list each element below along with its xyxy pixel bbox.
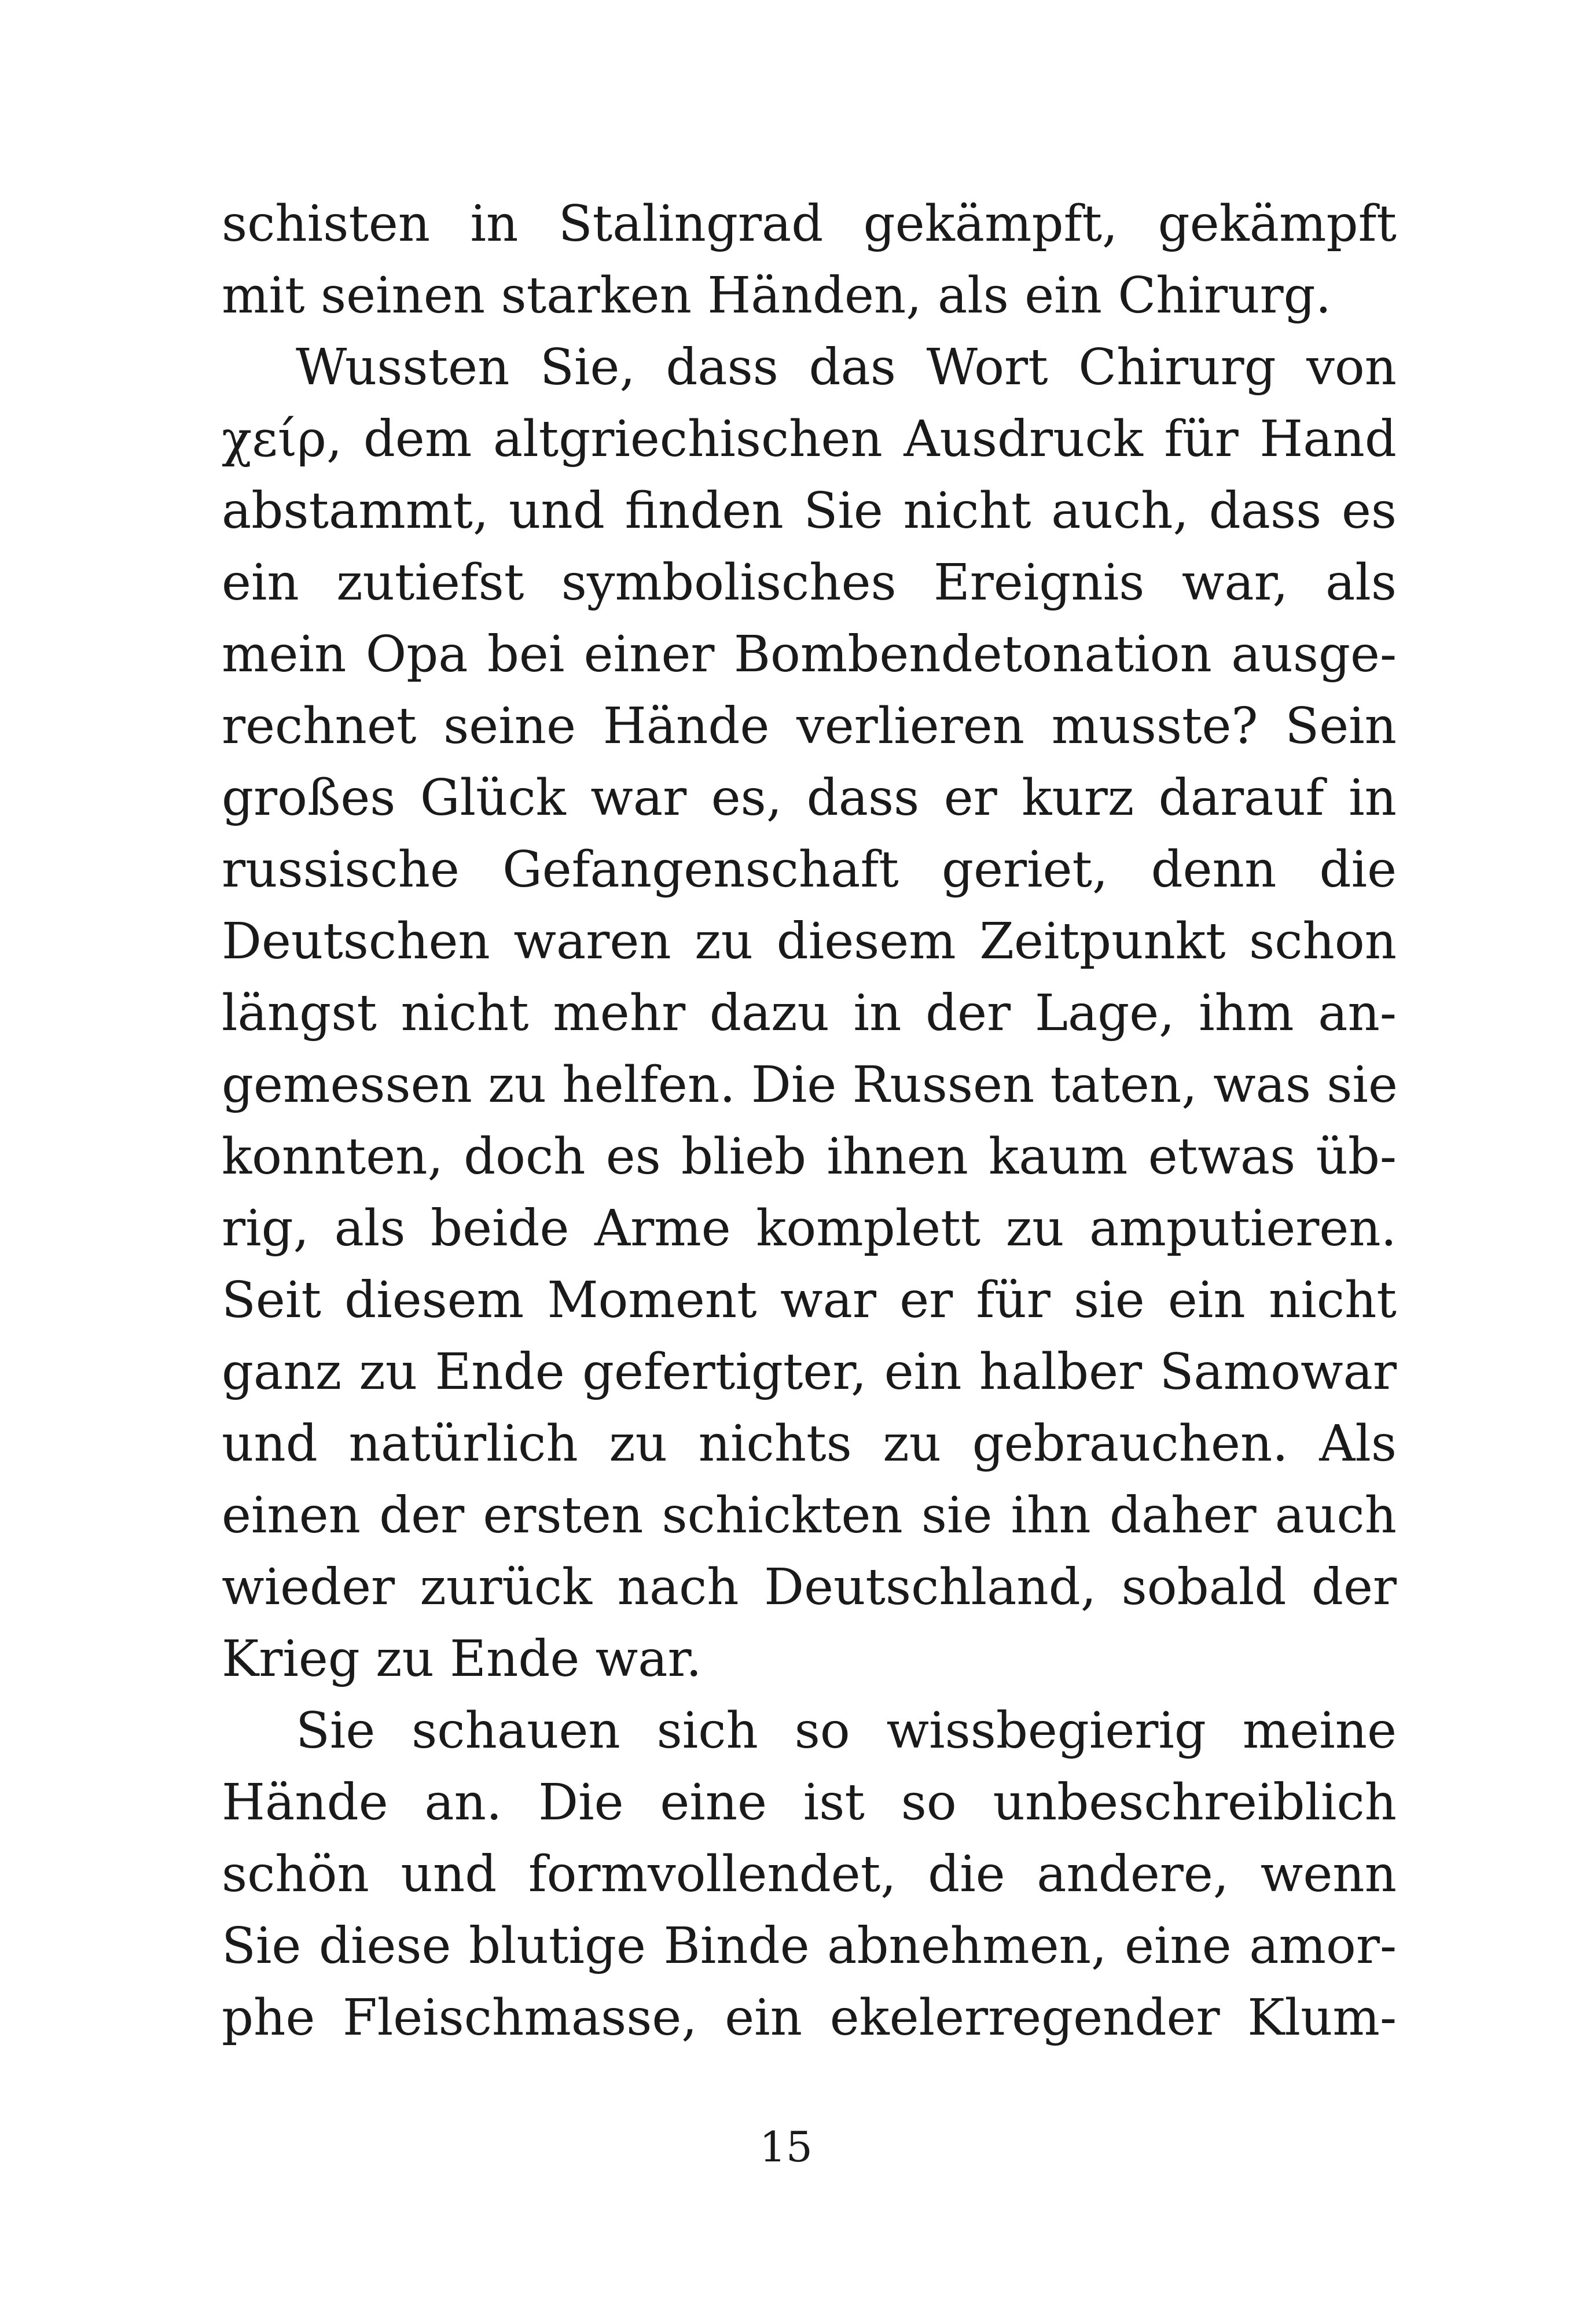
text-line: gemessen zu helfen. Die Russen taten, was sie [222,1056,1398,1114]
text-line: rechnet seine Hände verlieren musste? Sein [222,697,1397,755]
text-line: und natürlich zu nichts zu gebrauchen. Als [222,1415,1397,1473]
text-line: Deutschen waren zu diesem Zeitpunkt schon [222,913,1397,970]
text-line: Hände an. Die eine ist so unbeschreiblich [222,1774,1397,1832]
body-text [222,188,1397,2054]
text-line: wieder zurück nach Deutschland, sobald der [222,1558,1397,1616]
text-line: russische Gefangenschaft geriet, denn die [222,841,1397,899]
text-line: mein Opa bei einer Bombendetonation ausge- [222,626,1397,683]
text-line: konnten, doch es blieb ihnen kaum etwas üb- [222,1128,1397,1186]
text-line: rig, als beide Arme komplett zu amputieren. [222,1200,1397,1257]
paragraph-first-line: Wussten Sie, dass das Wort Chirurg von [296,339,1397,396]
text-line: ganz zu Ende gefertigter, ein halber Samowar [222,1343,1397,1401]
text-line: schön und formvollendet, die andere, wenn [222,1845,1397,1903]
text-line: mit seinen starken Händen, als ein Chirurg. [222,267,1332,325]
text-line: Sie diese blutige Binde abnehmen, eine amor- [222,1917,1397,1975]
paragraph-first-line: Sie schauen sich so wissbegierig meine [296,1702,1397,1760]
text-line: einen der ersten schickten sie ihn daher auch [222,1487,1397,1545]
text-line: längst nicht mehr dazu in der Lage, ihm an- [222,984,1397,1042]
text-line: schisten in Stalingrad gekämpft, gekämpft [222,195,1397,253]
text-line: Seit diesem Moment war er für sie ein nicht [222,1271,1397,1329]
text-line: phe Fleischmasse, ein ekelerregender Klum- [222,1989,1397,2047]
text-line: großes Glück war es, dass er kurz darauf in [222,769,1397,827]
text-line: Krieg zu Ende war. [222,1630,702,1688]
page-number: 15 [759,2123,813,2171]
text-line: ein zutiefst symbolisches Ereignis war, als [222,554,1397,612]
text-line: abstammt, und finden Sie nicht auch, dass es [222,482,1397,540]
text-line: χείρ, dem altgriechischen Ausdruck für Hand [222,410,1397,468]
